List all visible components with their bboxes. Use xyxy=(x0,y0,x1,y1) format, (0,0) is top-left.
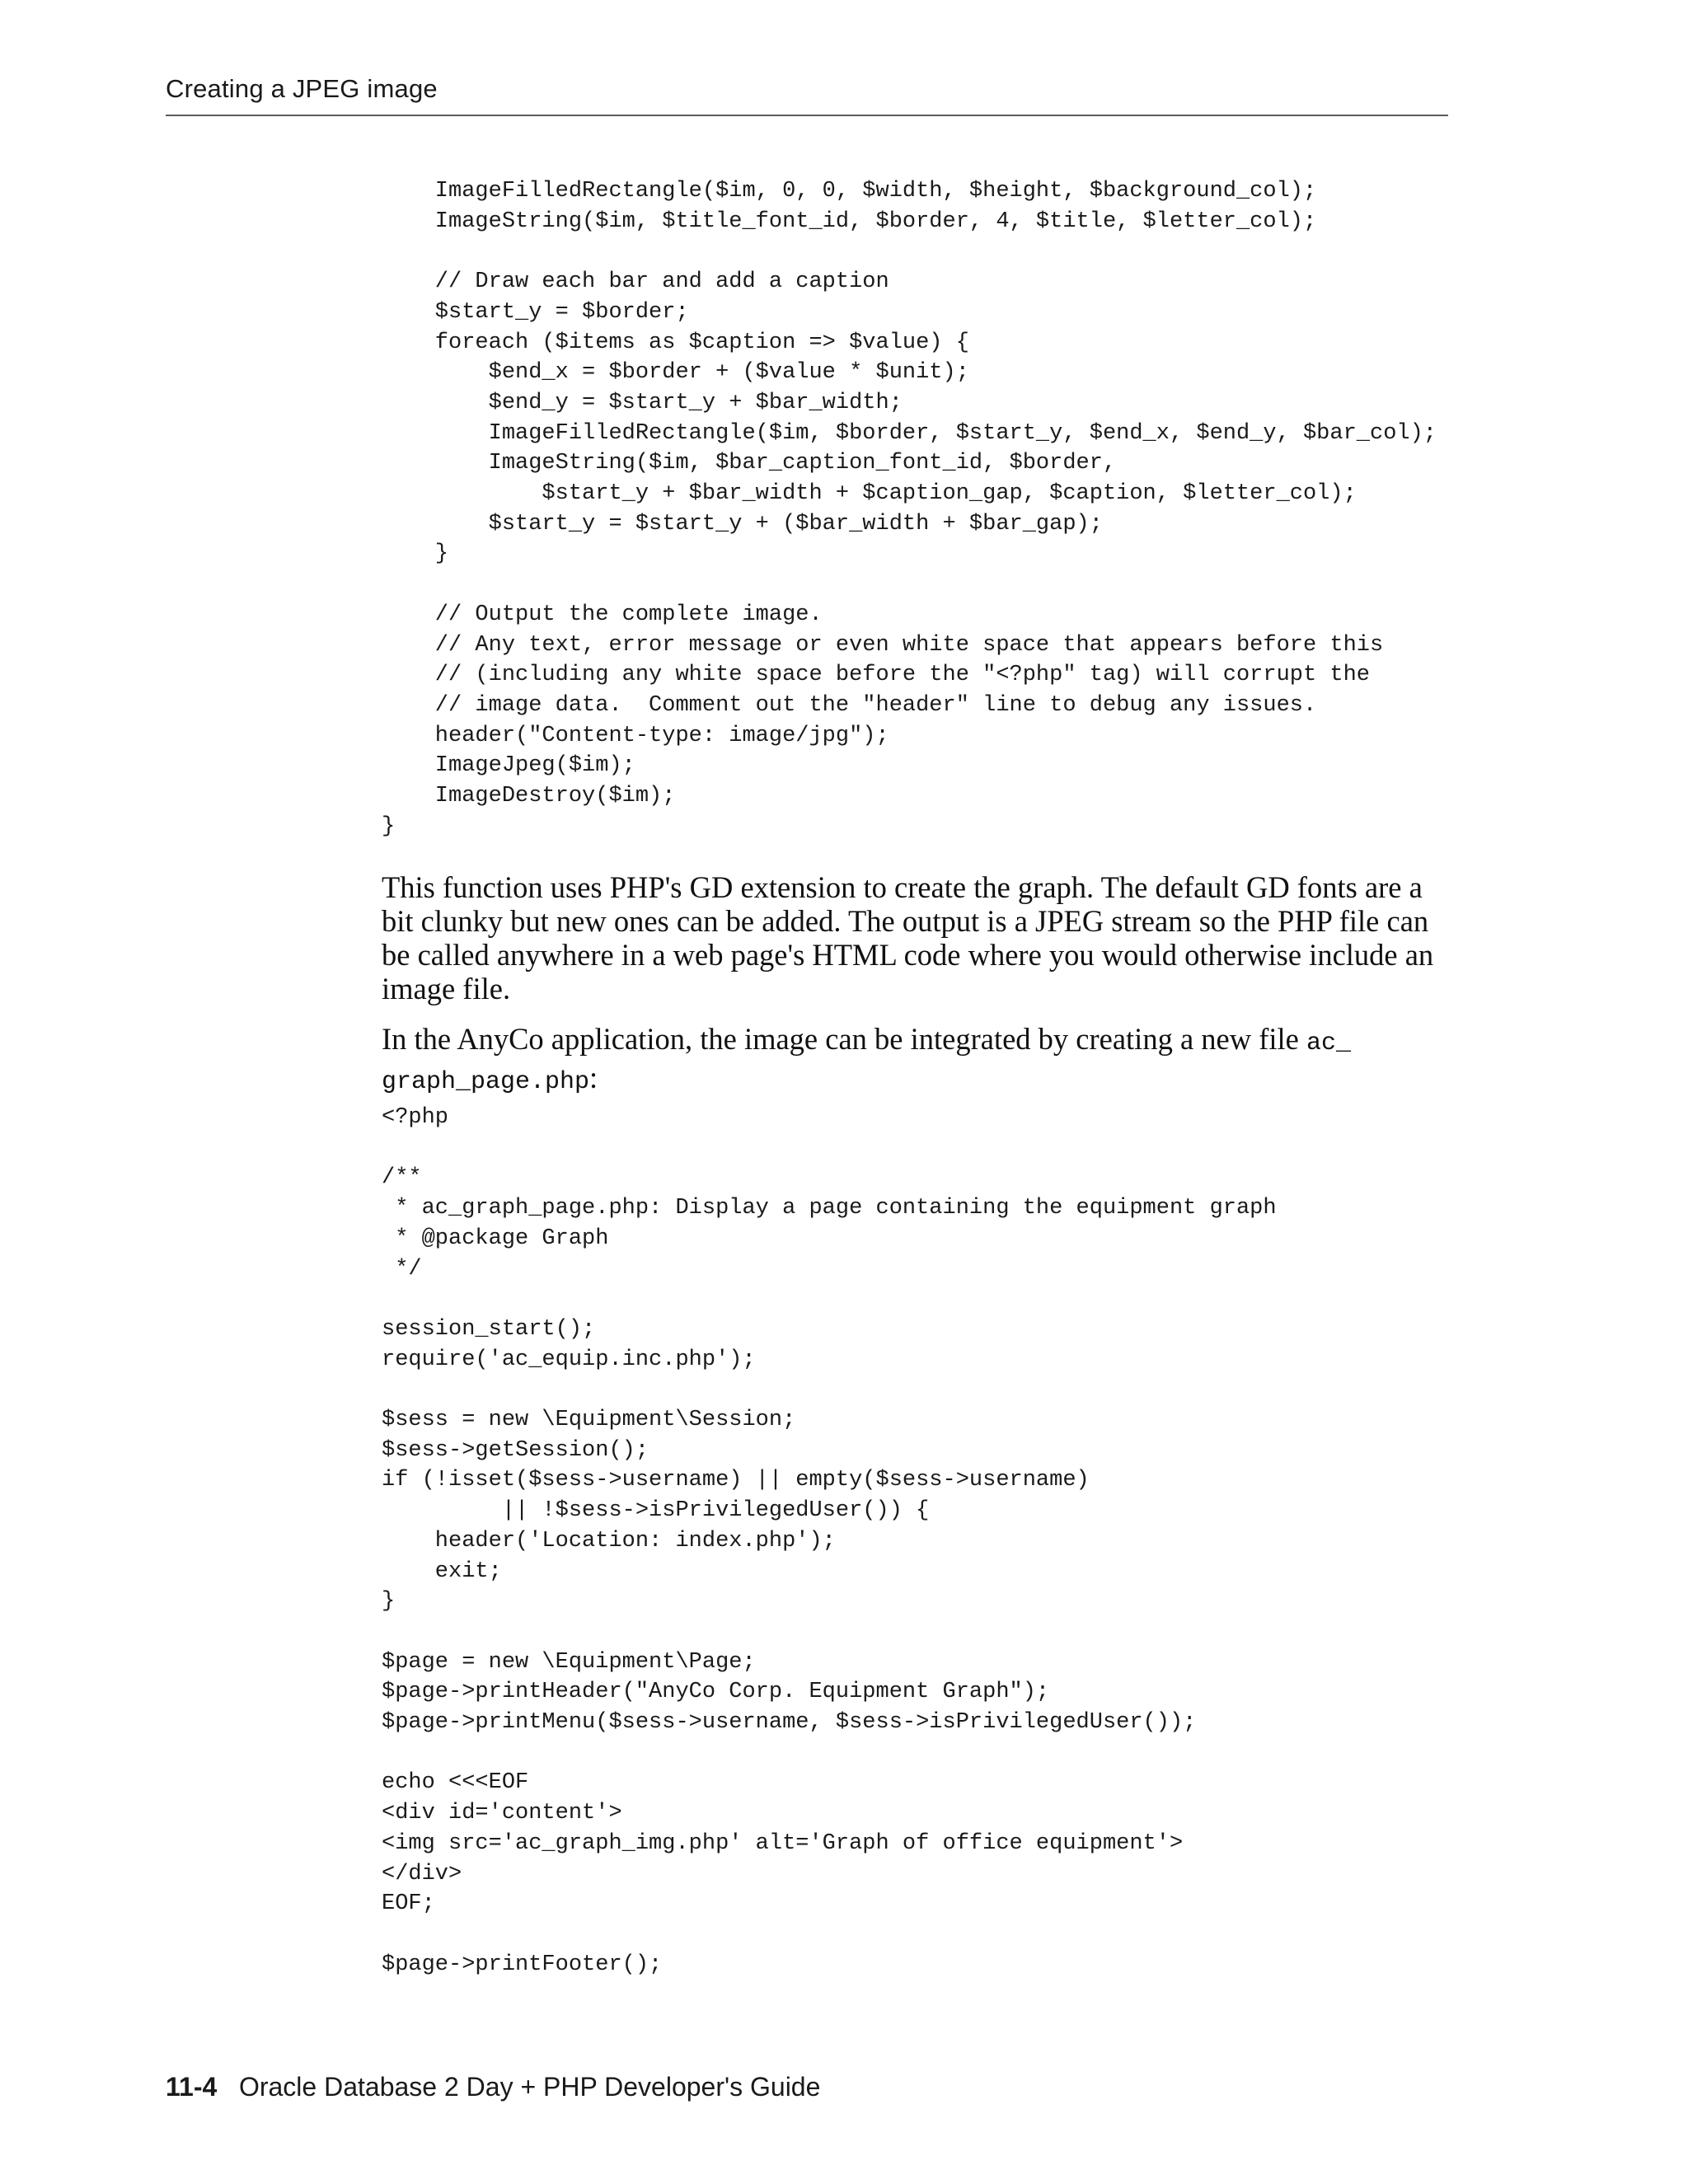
paragraph-gd-extension: This function uses PHP's GD extension to create the graph. The default GD fonts are a bit clunky but new ones can be added. The output is a JPEG stream so the PHP file can be called anywhere in a web page's HTML code where you would otherwise include an image file. xyxy=(382,870,1434,1005)
running-header: Creating a JPEG image xyxy=(166,74,438,103)
footer-book-title: Oracle Database 2 Day + PHP Developer's Guide xyxy=(238,2072,821,2102)
footer-page-number: 11-4 xyxy=(166,2072,218,2102)
inline-code-filename-part2: graph_page.php xyxy=(382,1068,590,1096)
header-rule xyxy=(166,115,1448,116)
inline-code-filename-part1: ac_ xyxy=(1306,1029,1351,1057)
paragraph-integration-colon: : xyxy=(589,1061,598,1094)
code-block-graph-page: <?php /** * ac_graph_page.php: Display a page containing the equipment graph * @package Graph */ session_start(); require('ac_equip.inc.php'); $sess = new \Equipment\Session; $sess->getSession(); if (!isset($sess->username) || empty($sess->username) || !$sess->isPrivilegedUser()) { header('Location: index.php'); exit; } $page = new \Equipment\Page; $page->printHeader("AnyCo Corp. Equipment Graph"); $page->printMenu($sess->username, $sess->isPrivilegedUser()); echo <<<EOF <div id='content'> <img src='ac_graph_img.php' alt='Graph of office equipment'> </div> EOF; $page->printFooter(); xyxy=(382,1105,1277,1977)
page-footer xyxy=(166,2072,820,2102)
paragraph-integration-text: In the AnyCo application, the image can be integrated by creating a new file xyxy=(382,1022,1306,1056)
paragraph-integration xyxy=(382,1022,1453,1099)
code-block-graph-function: ImageFilledRectangle($im, 0, 0, $width, $height, $background_col); ImageString($im, $title_font_id, $border, 4, $title, $letter_col); // Draw each bar and add a caption $start_y = $border; foreach ($items as $caption => $value) { $end_x = $border + ($value * $unit); $end_y = $start_y + $bar_width; ImageFilledRectangle($im, $border, $start_y, $end_x, $end_y, $bar_col); ImageString($im, $bar_caption_font_id, $border, $start_y + $bar_width + $caption_gap, $caption, $letter_col); $start_y = $start_y + ($bar_width + $bar_gap); } // Output the complete image. // Any text, error message or even white space that appears before this // (including any white space before the "<?php" tag) will corrupt the // image data. Comment out the "header" line to debug any issues. header("Content-type: image/jpg"); ImageJpeg($im); ImageDestroy($im); } xyxy=(382,179,1437,839)
